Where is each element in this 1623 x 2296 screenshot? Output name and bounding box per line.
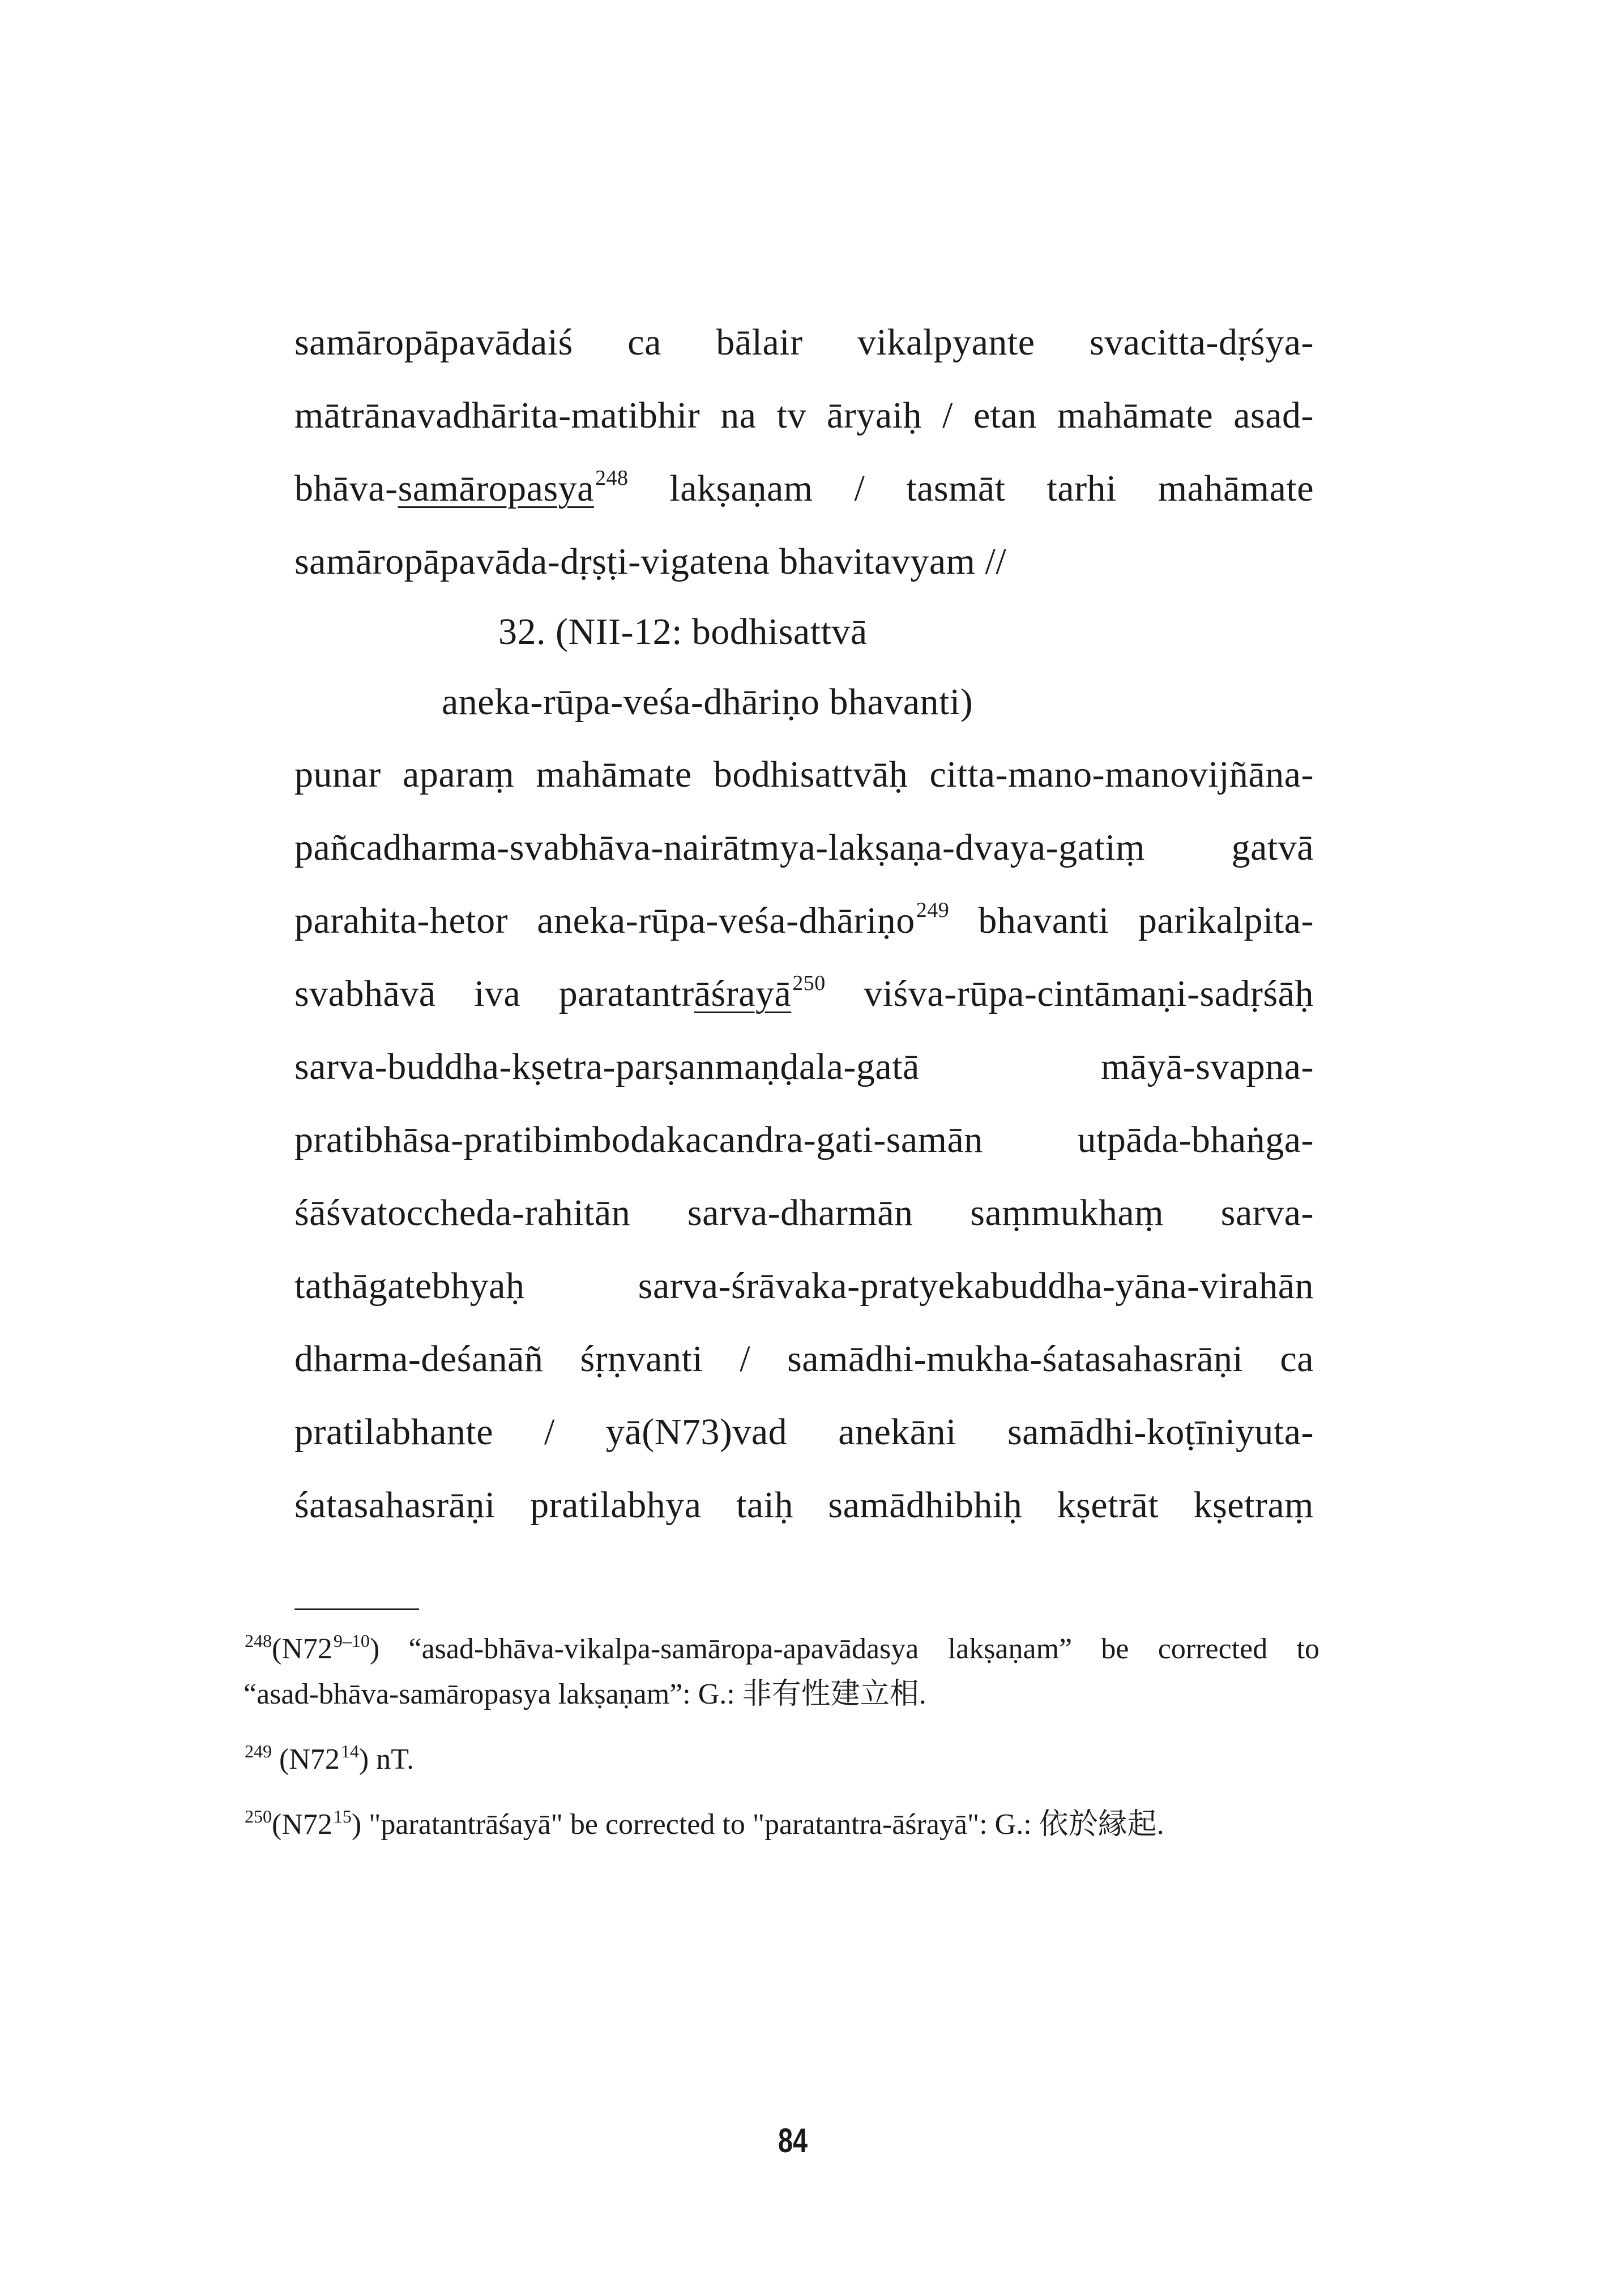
text-line-15: śatasahasrāṇi pratilabhya taiḥ samādhibhiḥ kṣetrāt kṣetraṃ bbox=[294, 1484, 1314, 1526]
text-line-10: pratibhāsa-pratibimbodakacandra-gati-samān utpāda-bhaṅga- bbox=[294, 1119, 1314, 1160]
text-line-7: parahita-hetor aneka-rūpa-veśa-dhāriṇo$^{249}$ bhavanti parikalpita- bbox=[294, 898, 1314, 941]
text-line-6: pañcadharma-svabhāva-nairātmya-lakṣaṇa-dvaya-gatiṃ gatvā bbox=[294, 827, 1314, 868]
footnote-ref-248: 248 bbox=[595, 466, 629, 490]
underlined-term: āśrayā bbox=[694, 973, 792, 1014]
section-heading-line-2: aneka-rūpa-veśa-dhāriṇo bhavanti) bbox=[442, 681, 973, 723]
text-line-2: mātrānavadhārita-matibhir na tv āryaiḥ / etan mahāmate asad- bbox=[294, 395, 1314, 436]
text-line-8: svabhāvā iva paratantrāśrayā$^{250}$ viśva-rūpa-cintāmaṇi-sadṛśāḥ bbox=[294, 971, 1314, 1014]
footnote-248-line-1: $^{248}$(N72$^{9-10}$) “asad-bhāva-vikalpa-samāropa-apavādasya lakṣaṇam” be corrected to bbox=[245, 1631, 1319, 1665]
text-line-1: samāropāpavādaiś ca bālair vikalpyante svacitta-dṛśya- bbox=[294, 322, 1314, 363]
text-line-4: samāropāpavāda-dṛṣṭi-vigatena bhavitavyam // bbox=[294, 541, 1007, 582]
footnote-ref-249: 249 bbox=[916, 898, 950, 922]
section-heading-line-1: 32. (NII-12: bodhisattvā bbox=[498, 611, 868, 652]
text-line-13: dharma-deśanāñ śṛṇvanti / samādhi-mukha-śatasahasrāṇi ca bbox=[294, 1338, 1314, 1380]
page-number: 84 bbox=[778, 2122, 808, 2160]
footnote-250: $^{250}(N72^{15})$ "paratantrāśayā" be corrected to "paratantra-āśrayā": G.: 依於縁起. bbox=[245, 1806, 1164, 1841]
footnote-248-line-2: “asad-bhāva-samāropasya lakṣaṇam”: G.: 非有性建立相. bbox=[244, 1678, 926, 1710]
footnote-249: $^{249}$ $(N72^{14})$ nT. bbox=[245, 1741, 415, 1776]
text-line-11: śāśvatoccheda-rahitān sarva-dharmān saṃmukhaṃ sarva- bbox=[294, 1192, 1314, 1234]
text-line-5: punar aparaṃ mahāmate bodhisattvāḥ citta-mano-manovijñāna- bbox=[294, 754, 1314, 795]
text-line-14: pratilabhante / yā(N73)vad anekāni samādhi-koṭīniyuta- bbox=[294, 1411, 1314, 1453]
footnote-ref-250: 250 bbox=[792, 971, 826, 995]
text-line-3: bhāva-samāropasya$^{248}$ lakṣaṇam / tasmāt tarhi mahāmate bbox=[294, 466, 1314, 509]
text-line-9: sarva-buddha-kṣetra-parṣanmaṇḍala-gatā māyā-svapna- bbox=[294, 1046, 1314, 1087]
underlined-term: samāropasya bbox=[398, 468, 594, 509]
footnote-divider bbox=[294, 1608, 419, 1610]
text-line-12: tathāgatebhyaḥ sarva-śrāvaka-pratyekabuddha-yāna-virahān bbox=[294, 1265, 1314, 1307]
